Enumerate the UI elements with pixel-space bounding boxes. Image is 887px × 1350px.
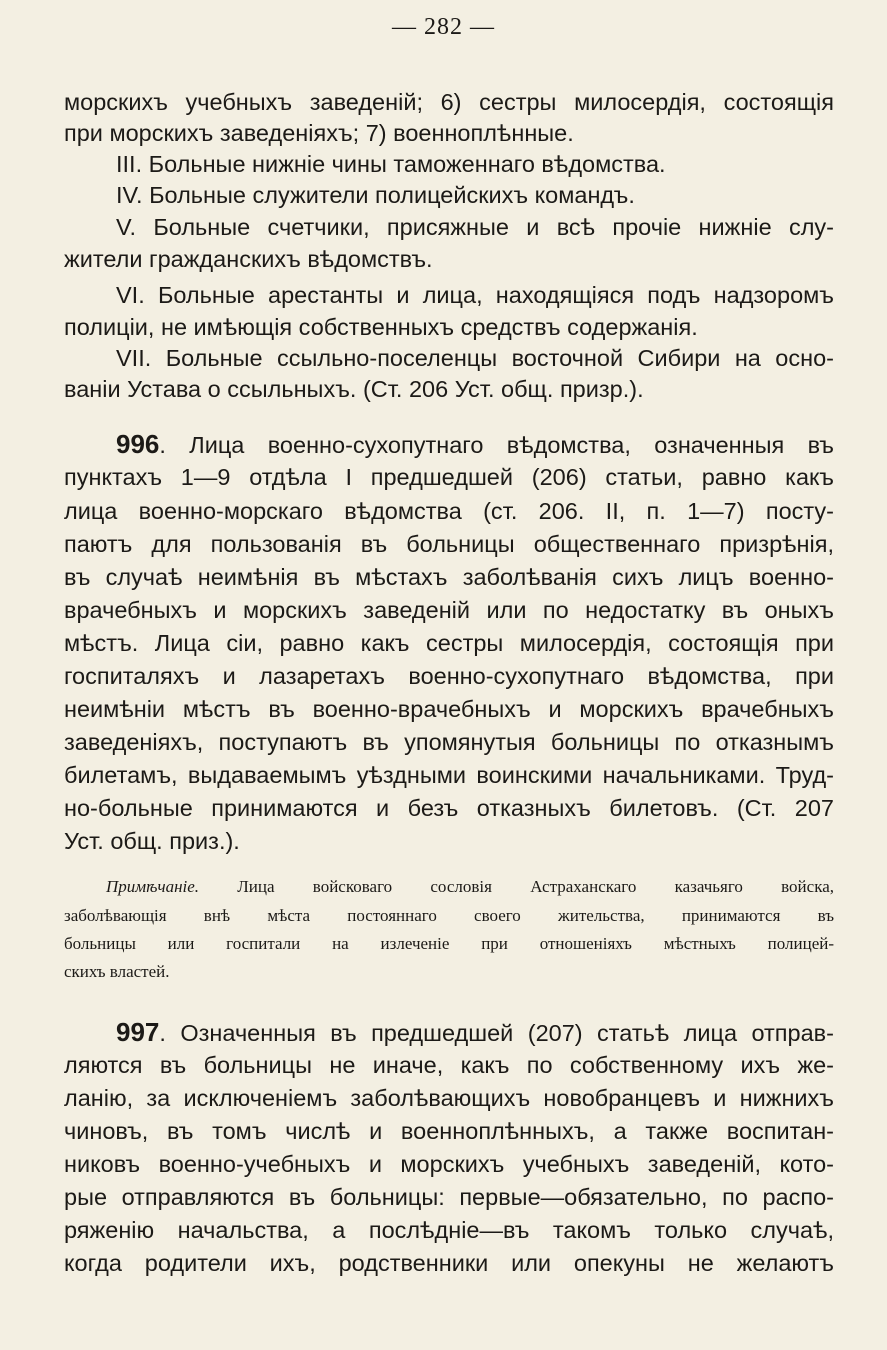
article-996-first-line xyxy=(116,428,834,460)
text-line: госпиталяхъ и лазаретахъ военно-сухопутнаго вѣдомства, при xyxy=(64,663,834,689)
note-line: скихъ властей. xyxy=(64,962,170,981)
text-line: морскихъ учебныхъ заведеній; 6) сестры милосердія, состоящія xyxy=(64,89,834,115)
text-line: при морскихъ заведеніяхъ; 7) военноплѣнные. xyxy=(64,120,574,146)
text-line: когда родители ихъ, родственники или опекуны не желаютъ xyxy=(64,1250,834,1276)
text-line: полиціи, не имѣющія собственныхъ средствъ содержанія. xyxy=(64,314,698,340)
text-line: заведеніяхъ, поступаютъ въ упомянутыя больницы по отказнымъ xyxy=(64,729,834,755)
text-line: лица военно-морскаго вѣдомства (ст. 206. II, п. 1—7) посту- xyxy=(64,498,834,524)
article-number: 996 xyxy=(116,429,160,459)
text-line: рые отправляются въ больницы: первые—обязательно, по распо- xyxy=(64,1184,834,1210)
note-label: Примѣчаніе. xyxy=(106,877,200,896)
article-997-first-line xyxy=(116,1016,834,1048)
note-line: больницы или госпитали на излеченіе при отношеніяхъ мѣстныхъ полицей- xyxy=(64,934,834,953)
text-line: IV. Больные служители полицейскихъ командъ. xyxy=(116,182,635,208)
text-line: V. Больные счетчики, присяжные и всѣ прочіе нижніе слу- xyxy=(116,214,834,240)
text-line: ряженію начальства, а послѣдніе—въ такомъ только случаѣ, xyxy=(64,1217,834,1243)
text-line: билетамъ, выдаваемымъ уѣздными воинскими начальниками. Труд- xyxy=(64,762,834,788)
text-line: ваніи Устава о ссыльныхъ. (Ст. 206 Уст. общ. призр.). xyxy=(64,376,644,402)
text-line: никовъ военно-учебныхъ и морскихъ учебныхъ заведеній, кото- xyxy=(64,1151,834,1177)
text-line: III. Больные нижніе чины таможеннаго вѣдомства. xyxy=(116,151,666,177)
text-line: мѣстъ. Лица сіи, равно какъ сестры милосердія, состоящія при xyxy=(64,630,834,656)
text-line: въ случаѣ неимѣнія въ мѣстахъ заболѣванія сихъ лицъ военно- xyxy=(64,564,834,590)
article-text: . Лица военно-сухопутнаго вѣдомства, означенныя въ xyxy=(159,432,834,458)
text-line: врачебныхъ и морскихъ заведеній или по недостатку въ оныхъ xyxy=(64,597,834,623)
text-line: Уст. общ. приз.). xyxy=(64,828,240,854)
note-text: Лица войсковаго сословія Астраханскаго казачьяго войска, xyxy=(199,877,834,896)
text-line: паютъ для пользованія въ больницы общественнаго призрѣнія, xyxy=(64,531,834,557)
text-line: VII. Больные ссыльно-поселенцы восточной Сибири на осно- xyxy=(116,345,834,371)
text-line: жители гражданскихъ вѣдомствъ. xyxy=(64,246,433,272)
note-first-line xyxy=(106,874,834,900)
text-line: ланію, за исключеніемъ заболѣвающихъ новобранцевъ и нижнихъ xyxy=(64,1085,834,1111)
text-line: чиновъ, въ томъ числѣ и военноплѣнныхъ, а также воспитан- xyxy=(64,1118,834,1144)
text-line: VI. Больные арестанты и лица, находящіяся подъ надзоромъ xyxy=(116,282,834,308)
text-line: ляются въ больницы не иначе, какъ по собственному ихъ же- xyxy=(64,1052,834,1078)
page-number: — 282 — xyxy=(392,14,495,40)
note-line: заболѣвающія внѣ мѣста постояннаго своего жительства, принимаются въ xyxy=(64,906,834,925)
article-text: . Означенныя въ предшедшей (207) статьѣ лица отправ- xyxy=(159,1020,834,1046)
text-line: неимѣніи мѣстъ въ военно-врачебныхъ и морскихъ врачебныхъ xyxy=(64,696,834,722)
text-line: пунктахъ 1—9 отдѣла I предшедшей (206) статьи, равно какъ xyxy=(64,464,834,490)
text-line: но-больные принимаются и безъ отказныхъ билетовъ. (Ст. 207 xyxy=(64,795,834,821)
article-number: 997 xyxy=(116,1017,160,1047)
